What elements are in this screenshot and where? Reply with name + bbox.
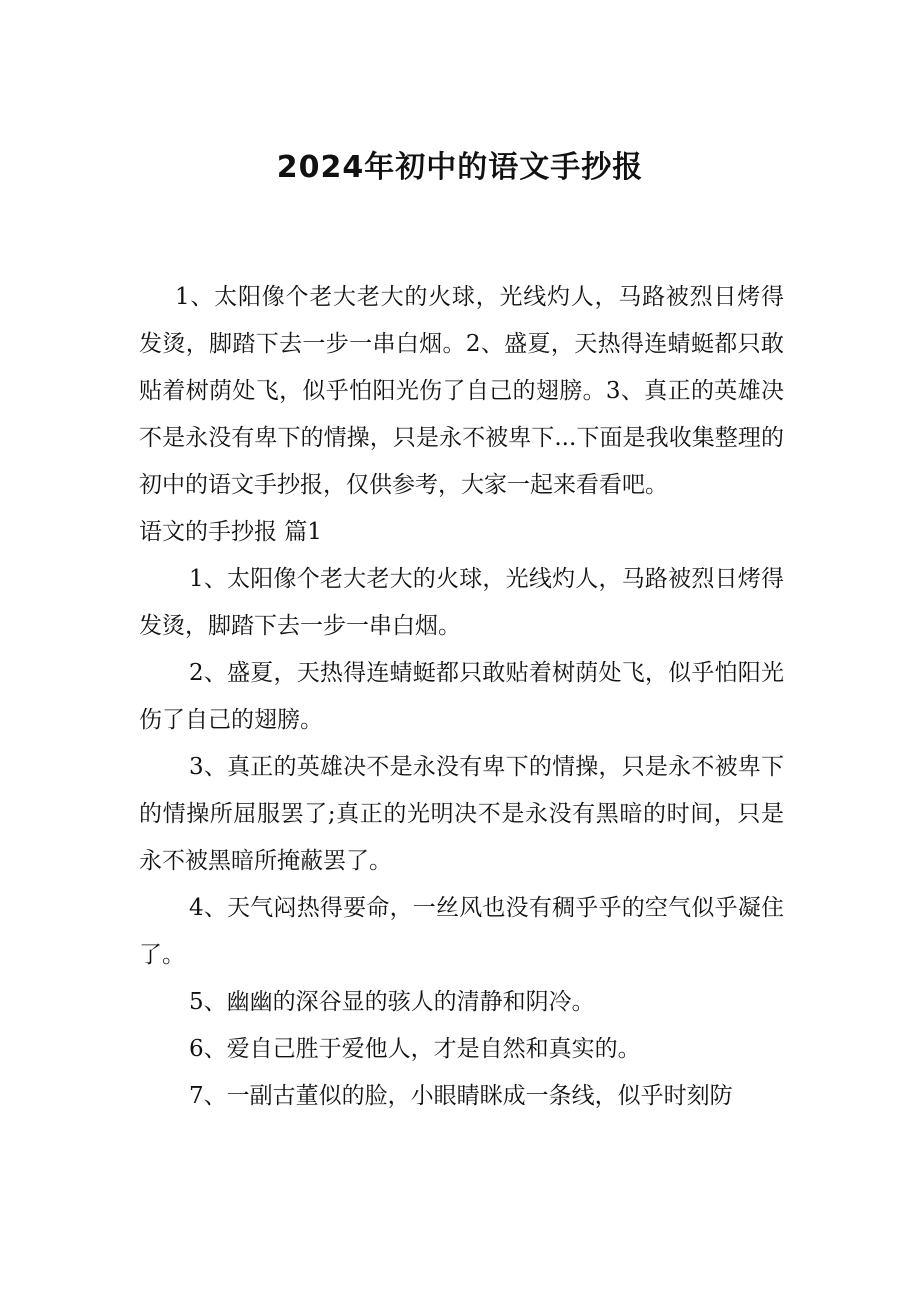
list-item: 2、盛夏，天热得连蜻蜓都只敢贴着树荫处飞，似乎怕阳光伤了自己的翅膀。: [139, 660, 784, 733]
list-item: 1、太阳像个老大老大的火球，光线灼人，马路被烈日烤得发烫，脚踏下去一步一串白烟。: [139, 566, 784, 639]
list-item: 4、天气闷热得要命，一丝风也没有稠乎乎的空气似乎凝住了。: [139, 895, 784, 968]
document-title: 2024年初中的语文手抄报: [276, 150, 644, 185]
list-item: 3、真正的英雄决不是永没有卑下的情操，只是永不被卑下的情操所屈服罢了;真正的光明决不是永没有黑暗的时间，只是永不被黑暗所掩蔽罢了。: [139, 754, 784, 874]
section-heading: 语文的手抄报 篇1: [139, 519, 322, 545]
list-item: 6、爱自己胜于爱他人，才是自然和真实的。: [189, 1036, 641, 1062]
list-item: 5、幽幽的深谷显的骇人的清静和阴冷。: [189, 989, 595, 1015]
document-body: [139, 274, 784, 1120]
list-item: 7、一副古董似的脸，小眼睛眯成一条线，似乎时刻防: [189, 1083, 733, 1109]
intro-paragraph: 1、太阳像个老大老大的火球，光线灼人，马路被烈日烤得发烫，脚踏下去一步一串白烟。2、盛夏，天热得连蜻蜓都只敢贴着树荫处飞，似乎怕阳光伤了自己的翅膀。3、真正的英雄决不是永没有卑下的情操，只是永不被卑下...下面是我收集整理的初中的语文手抄报，仅供参考，大家一起来看看吧。: [139, 284, 784, 498]
